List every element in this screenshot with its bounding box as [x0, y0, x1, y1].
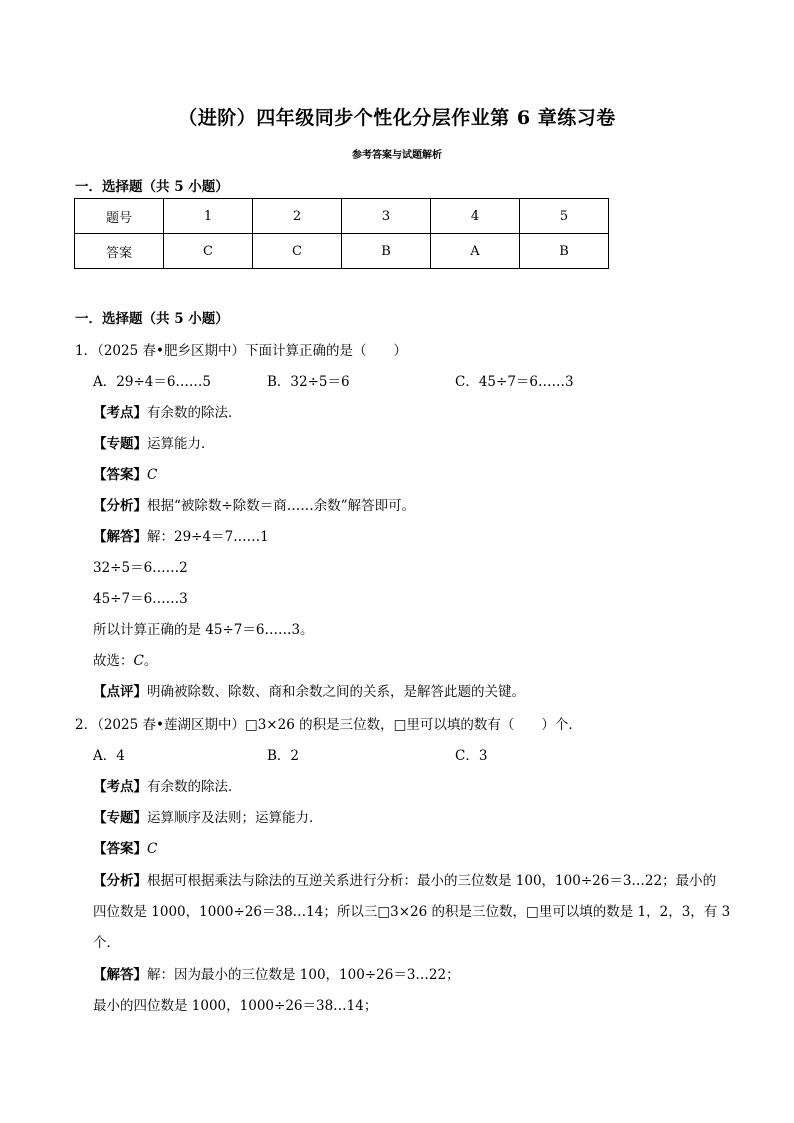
- q1-zhuanti-text: 运算能力．: [147, 436, 215, 452]
- table-row: [75, 234, 609, 269]
- q2-daan-tag: 【答案】: [93, 841, 147, 857]
- table-cell: A: [431, 234, 520, 269]
- q1-dianping: [93, 680, 525, 700]
- question-1-stem: 1．（2025 春•肥乡区期中）下面计算正确的是（ ）: [75, 343, 407, 359]
- q1-daan-text: C: [147, 467, 158, 483]
- question-1-option-a: A．29÷4＝6……5: [93, 374, 212, 390]
- table-row: [75, 199, 609, 234]
- q1-jieda-tag: 【解答】: [93, 529, 147, 545]
- q1-fenxi-text: 根据“被除数÷除数＝商……余数”解答即可。: [147, 498, 416, 514]
- q2-zhuanti-tag: 【专题】: [93, 810, 147, 826]
- question-1-option-b: B．32÷5＝6: [267, 374, 350, 390]
- q2-zhuanti: [93, 806, 323, 826]
- section-heading-answers: 一．选择题（共 5 小题）: [75, 179, 229, 195]
- q1-work-line-3: 45÷7＝6……3: [93, 591, 188, 607]
- q2-daan-text: C: [147, 841, 158, 857]
- answer-table: [74, 198, 609, 269]
- table-cell-label: 题号: [75, 199, 164, 234]
- table-cell: 5: [520, 199, 609, 234]
- table-cell: 1: [164, 199, 253, 234]
- q2-fenxi: [93, 869, 716, 889]
- q1-choice-answer: C: [133, 653, 144, 669]
- q1-daan: [93, 463, 157, 483]
- q1-choice-suffix: 。: [143, 653, 158, 669]
- table-cell: C: [164, 234, 253, 269]
- q1-dianping-tag: 【点评】: [93, 684, 147, 700]
- table-cell: B: [342, 234, 431, 269]
- q1-fenxi-tag: 【分析】: [93, 498, 147, 514]
- page-subtitle: 参考答案与试题解析: [352, 150, 442, 161]
- q2-kaodian-text: 有余数的除法．: [147, 779, 242, 795]
- q1-work-line-4: 所以计算正确的是 45÷7＝6……3。: [93, 622, 314, 638]
- page-title: （进阶）四年级同步个性化分层作业第 6 章练习卷: [178, 107, 616, 129]
- q1-jieda: [93, 525, 269, 545]
- question-1-option-c: C．45÷7＝6……3: [455, 374, 574, 390]
- question-2-option-c: C．3: [455, 748, 488, 764]
- q2-jieda: [93, 963, 460, 983]
- table-cell: 3: [342, 199, 431, 234]
- question-2-option-b: B．2: [267, 748, 300, 764]
- question-2-option-a: A．4: [93, 748, 125, 764]
- q2-kaodian-tag: 【考点】: [93, 779, 147, 795]
- section-heading-questions: 一．选择题（共 5 小题）: [75, 311, 229, 327]
- q1-kaodian-text: 有余数的除法．: [147, 405, 242, 421]
- table-cell: B: [520, 234, 609, 269]
- q2-fenxi-text-1: 根据可根据乘法与除法的互逆关系进行分析：最小的三位数是 100，100÷26＝3…22；最小的: [147, 873, 717, 889]
- q2-zhuanti-text: 运算顺序及法则；运算能力．: [147, 810, 323, 826]
- question-2-stem: 2．（2025 春•莲湖区期中）□3×26 的积是三位数，□里可以填的数有（ ）个．: [75, 717, 582, 733]
- q1-jieda-text: 解：29÷4＝7……1: [147, 529, 269, 545]
- q2-fenxi-tag: 【分析】: [93, 873, 147, 889]
- q1-dianping-text: 明确被除数、除数、商和余数之间的关系，是解答此题的关键。: [147, 684, 525, 700]
- q2-fenxi-text-3: 个．: [93, 935, 120, 951]
- q1-choice-prefix: 故选：: [93, 653, 134, 669]
- q1-work-line-5: [93, 649, 157, 669]
- table-cell: C: [253, 234, 342, 269]
- q2-kaodian: [93, 775, 242, 795]
- q2-daan: [93, 837, 157, 857]
- q1-zhuanti-tag: 【专题】: [93, 436, 147, 452]
- table-cell: 4: [431, 199, 520, 234]
- q1-kaodian: [93, 401, 242, 421]
- q1-fenxi: [93, 494, 415, 514]
- q1-daan-tag: 【答案】: [93, 467, 147, 483]
- q2-work-line-2: 最小的四位数是 1000，1000÷26＝38…14；: [93, 998, 378, 1014]
- q2-jieda-text: 解：因为最小的三位数是 100，100÷26＝3…22；: [147, 967, 460, 983]
- table-cell: 2: [253, 199, 342, 234]
- table-cell-label: 答案: [75, 234, 164, 269]
- q1-kaodian-tag: 【考点】: [93, 405, 147, 421]
- q1-zhuanti: [93, 432, 215, 452]
- q1-work-line-2: 32÷5＝6……2: [93, 560, 188, 576]
- q2-fenxi-text-2: 四位数是 1000，1000÷26＝38…14；所以三□3×26 的积是三位数，□里可以填的数是 1，2，3，有 3: [93, 904, 731, 920]
- q2-jieda-tag: 【解答】: [93, 967, 147, 983]
